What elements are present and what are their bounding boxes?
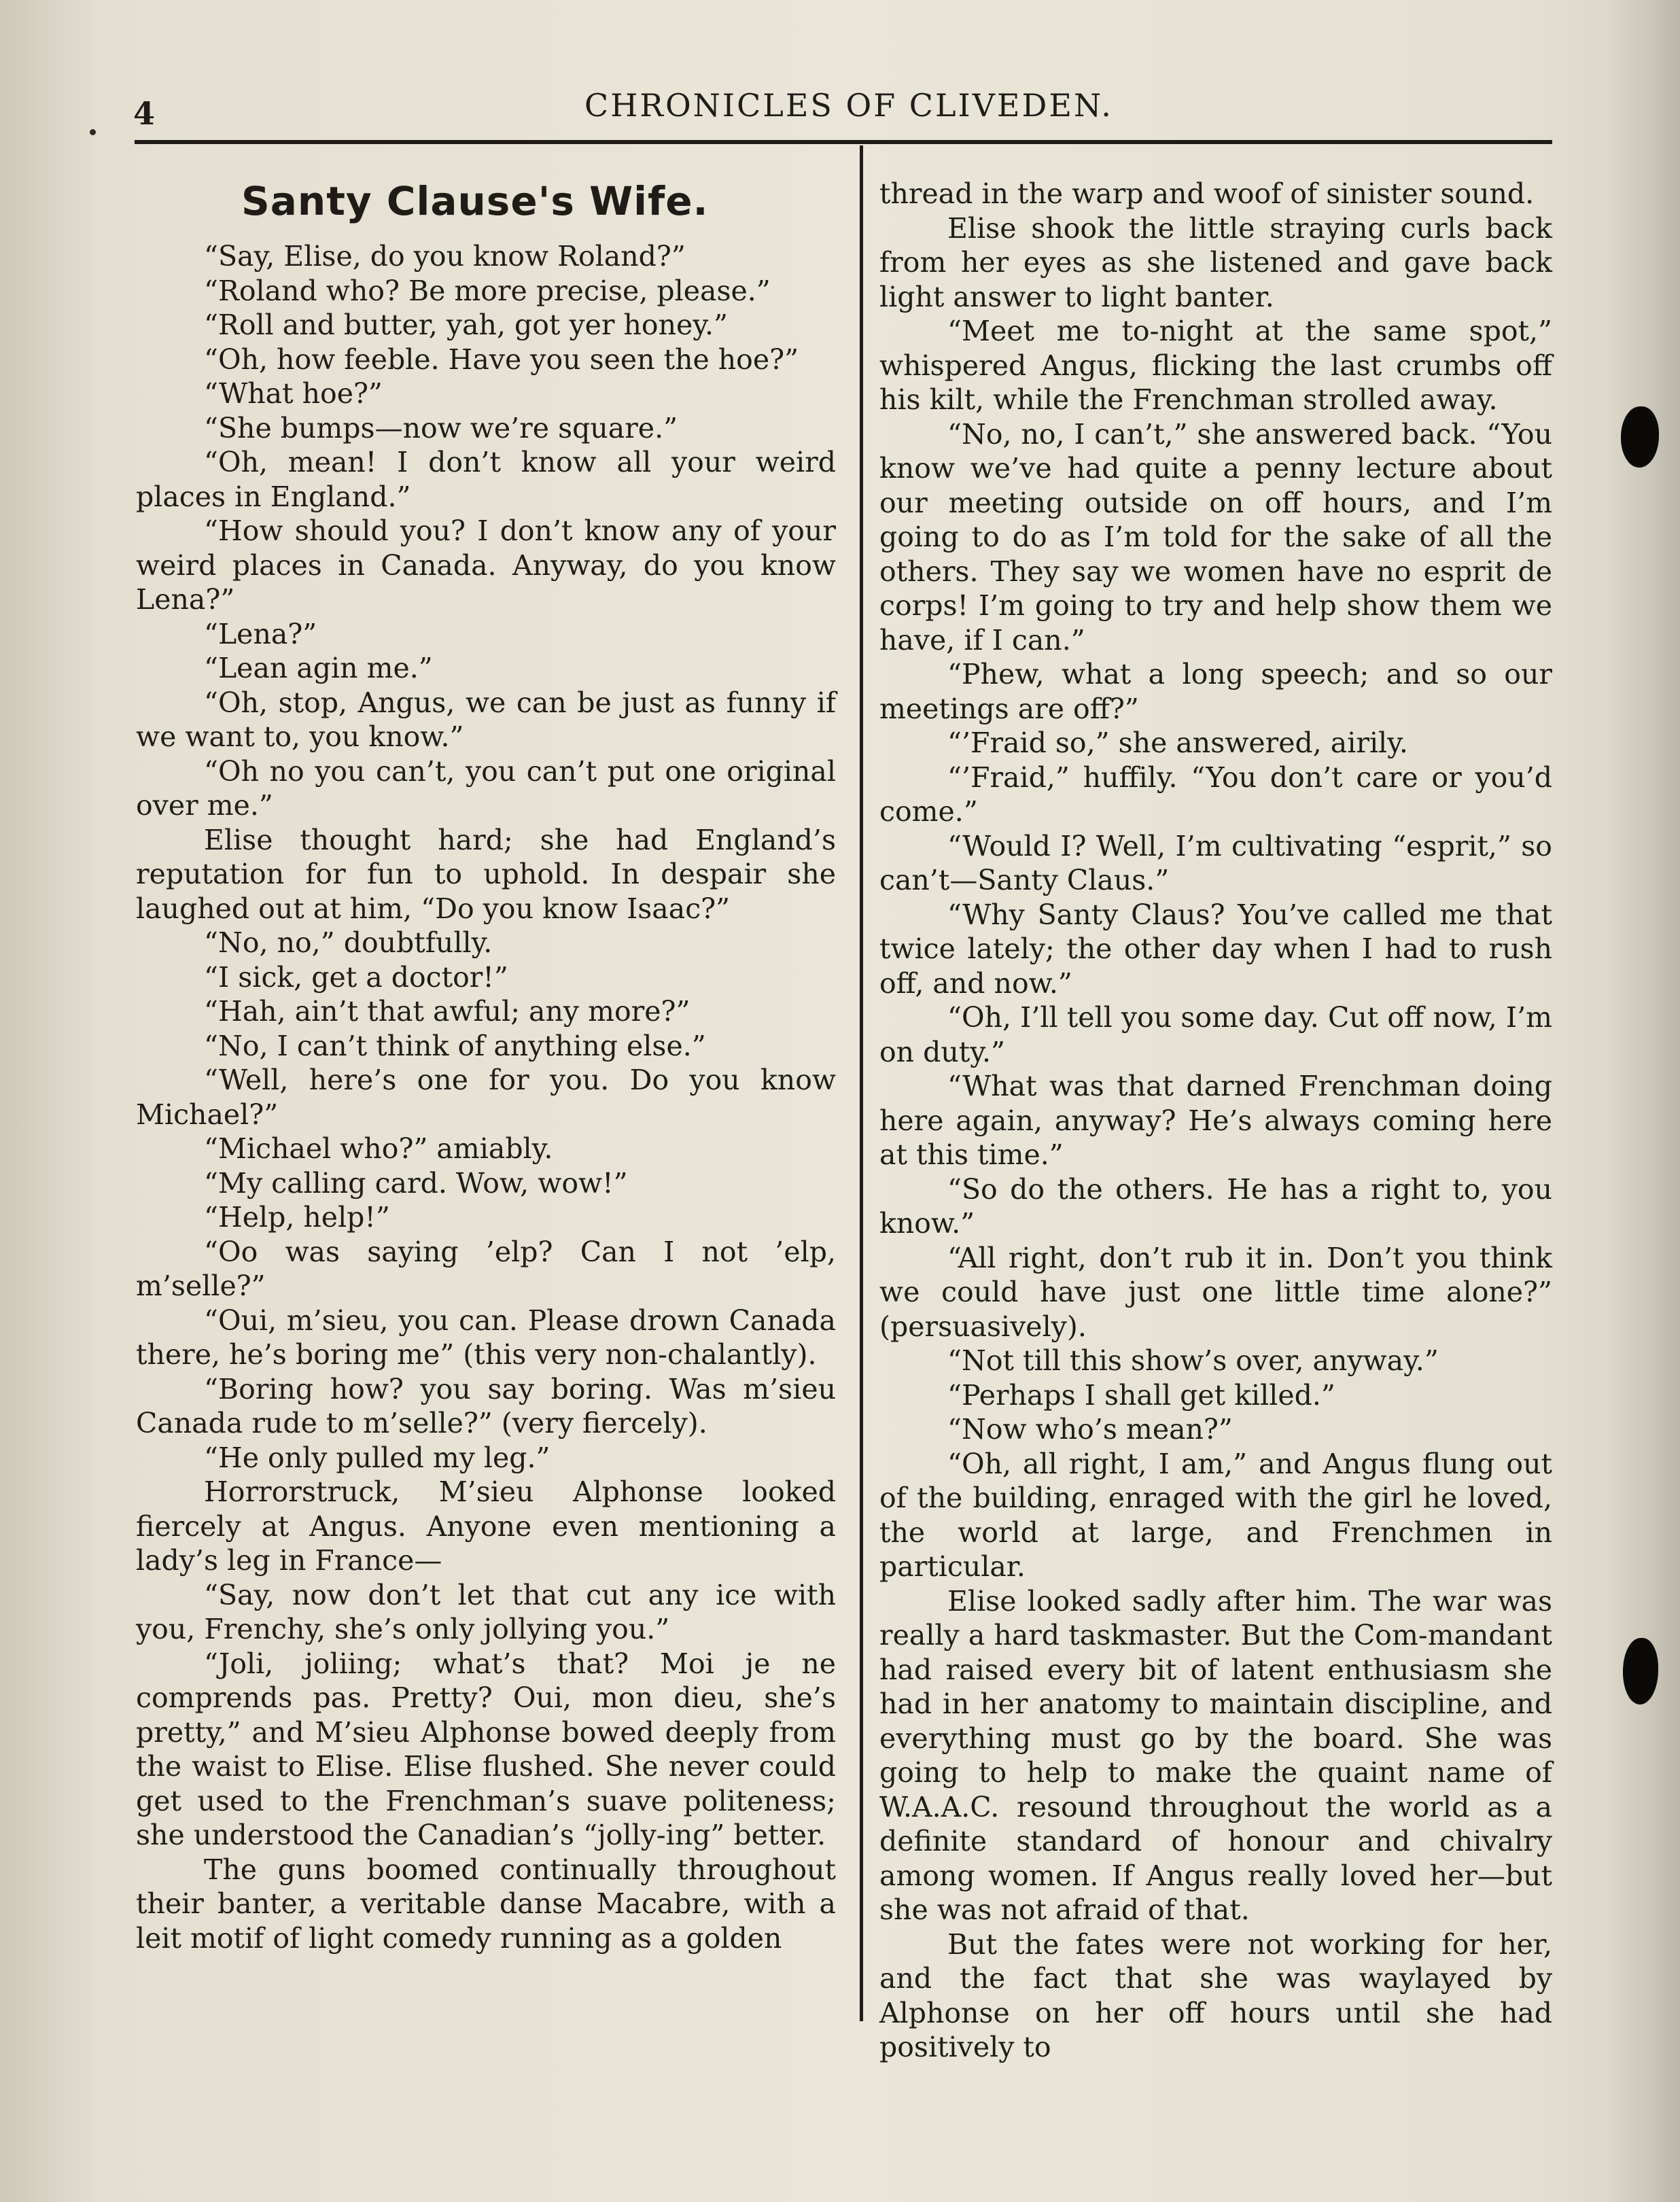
paragraph: “Now who’s mean?” [947, 1413, 1233, 1446]
paragraph: “Hah, ain’t that awful; any more?” [204, 995, 690, 1028]
paragraph: “Perhaps I shall get killed.” [947, 1378, 1335, 1412]
paragraph: “Would I? Well, I’m cultivating “esprit,” so can’t—Santy Claus.” [879, 829, 1552, 896]
page-edge-shadow [1605, 0, 1680, 2202]
paragraph: “What was that darned Frenchman doing here again, anyway? He’s always coming here at this time.” [879, 1070, 1552, 1171]
paragraph: “Lena?” [204, 617, 317, 650]
running-head: CHRONICLES OF CLIVEDEN. [584, 87, 1113, 124]
page-number: 4 [133, 95, 156, 132]
paragraph: “Meet me to-night at the same spot,” whispered Angus, flicking the last crumbs off his kilt, while the Frenchman strolled away. [879, 315, 1552, 416]
paragraph: “My calling card. Wow, wow!” [204, 1166, 628, 1200]
paragraph: “No, I can’t think of anything else.” [204, 1029, 706, 1062]
paragraph: Elise looked sadly after him. The war was really a hard taskmaster. But the Com-mandant had raised every bit of latent enthusiasm she had in her anatomy to maintain discipline, and everything must go by the board. She was going to help to make the quaint name of W.A.A.C. resound throughout the world as a definite standard of honour and chivalry among women. If Angus really loved her—but she was not afraid of that. [879, 1584, 1552, 1926]
paragraph: “Oh no you can’t, you can’t put one original over me.” [136, 754, 836, 822]
paragraph: The guns boomed continually throughout their banter, a veritable danse Macabre, with a leit motif of light comedy running as a golden [136, 1853, 836, 1955]
paragraph: “No, no,” doubtfully. [204, 926, 493, 959]
paragraph: “Help, help!” [204, 1201, 390, 1234]
paragraph: Horrorstruck, M’sieu Alphonse looked fiercely at Angus. Anyone even mentioning a lady’s leg in France— [136, 1475, 836, 1577]
paragraph: “’Fraid so,” she answered, airily. [947, 727, 1408, 759]
paragraph: “Oh, stop, Angus, we can be just as funny if we want to, you know.” [136, 686, 836, 753]
paragraph: “No, no, I can’t,” she answered back. “You know we’ve had quite a penny lecture about our meeting outside on off hours, and I’m going to do as I’m told for the sake of all the others. They say we women have no esprit de corps! I’m going to try and help show them we have, if I can.” [879, 417, 1552, 657]
paragraph: “Lean agin me.” [204, 652, 433, 684]
paragraph: “Joli, joliing; what’s that? Moi je ne comprends pas. Pretty? Oui, mon dieu, she’s pretty,” and M’sieu Alphonse bowed deeply from the waist to Elise. Elise flushed. She never could get used to the Frenchman’s suave politeness; she understood the Canadian’s “jolly-ing” better. [136, 1647, 836, 1851]
paragraph: “Not till this show’s over, anyway.” [947, 1344, 1439, 1377]
paragraph: “Boring how? you say boring. Was m’sieu Canada rude to m’selle?” (very fiercely). [136, 1372, 836, 1439]
paragraph: “’Fraid,” huffily. “You don’t care or you’d come.” [879, 761, 1552, 828]
paragraph: “All right, don’t rub it in. Don’t you think we could have just one little time alone?” (persuasively). [879, 1241, 1552, 1343]
paragraph: “He only pulled my leg.” [204, 1441, 550, 1474]
paragraph: “Say, now don’t let that cut any ice with you, Frenchy, she’s only jollying you.” [136, 1578, 836, 1645]
paragraph: “How should you? I don’t know any of your weird places in Canada. Anyway, do you know Lena?” [136, 514, 836, 616]
right-column [879, 177, 1552, 2065]
paragraph: “Oh, I’ll tell you some day. Cut off now, I’m on duty.” [879, 1001, 1552, 1068]
header-rule [135, 140, 1552, 144]
article-title: Santy Clause's Wife. [241, 178, 709, 224]
paragraph: “What hoe?” [204, 377, 383, 410]
paragraph: “Oh, all right, I am,” and Angus flung out of the building, enraged with the girl he loved, the world at large, and Frenchmen in particular. [879, 1447, 1552, 1583]
paragraph: “Oo was saying ’elp? Can I not ’elp, m’selle?” [136, 1235, 836, 1302]
paragraph: Elise thought hard; she had England’s reputation for fun to uphold. In despair she laughed out at him, “Do you know Isaac?” [136, 823, 836, 925]
paragraph: “I sick, get a doctor!” [204, 960, 508, 994]
paragraph: “Oh, mean! I don’t know all your weird places in England.” [136, 446, 836, 513]
paragraph: “Roll and butter, yah, got yer honey.” [204, 309, 728, 341]
paragraph: “Roland who? Be more precise, please.” [204, 274, 771, 307]
paragraph: “Why Santy Claus? You’ve called me that twice lately; the other day when I had to rush off, and now.” [879, 898, 1552, 1000]
paragraph: thread in the warp and woof of sinister sound. [879, 177, 1535, 210]
paragraph: “Say, Elise, do you know Roland?” [204, 240, 686, 273]
paragraph: “So do the others. He has a right to, you know.” [879, 1172, 1552, 1240]
paragraph: “Michael who?” amiably. [204, 1132, 553, 1165]
paragraph: “Oui, m’sieu, you can. Please drown Canada there, he’s boring me” (this very non-chalantly). [136, 1304, 836, 1371]
ink-dot [90, 129, 96, 135]
left-column [136, 239, 836, 1955]
paragraph: “Well, here’s one for you. Do you know Michael?” [136, 1064, 836, 1131]
paragraph: But the fates were not working for her, and the fact that she was waylayed by Alphonse on her off hours until she had positively to [879, 1927, 1552, 2063]
paragraph: “Phew, what a long speech; and so our meetings are off?” [879, 658, 1552, 725]
paragraph: Elise shook the little straying curls back from her eyes as she listened and gave back light answer to light banter. [879, 211, 1552, 313]
column-divider [860, 145, 863, 2021]
paragraph: “Oh, how feeble. Have you seen the hoe?” [204, 343, 799, 376]
paragraph: “She bumps—now we’re square.” [204, 411, 678, 444]
